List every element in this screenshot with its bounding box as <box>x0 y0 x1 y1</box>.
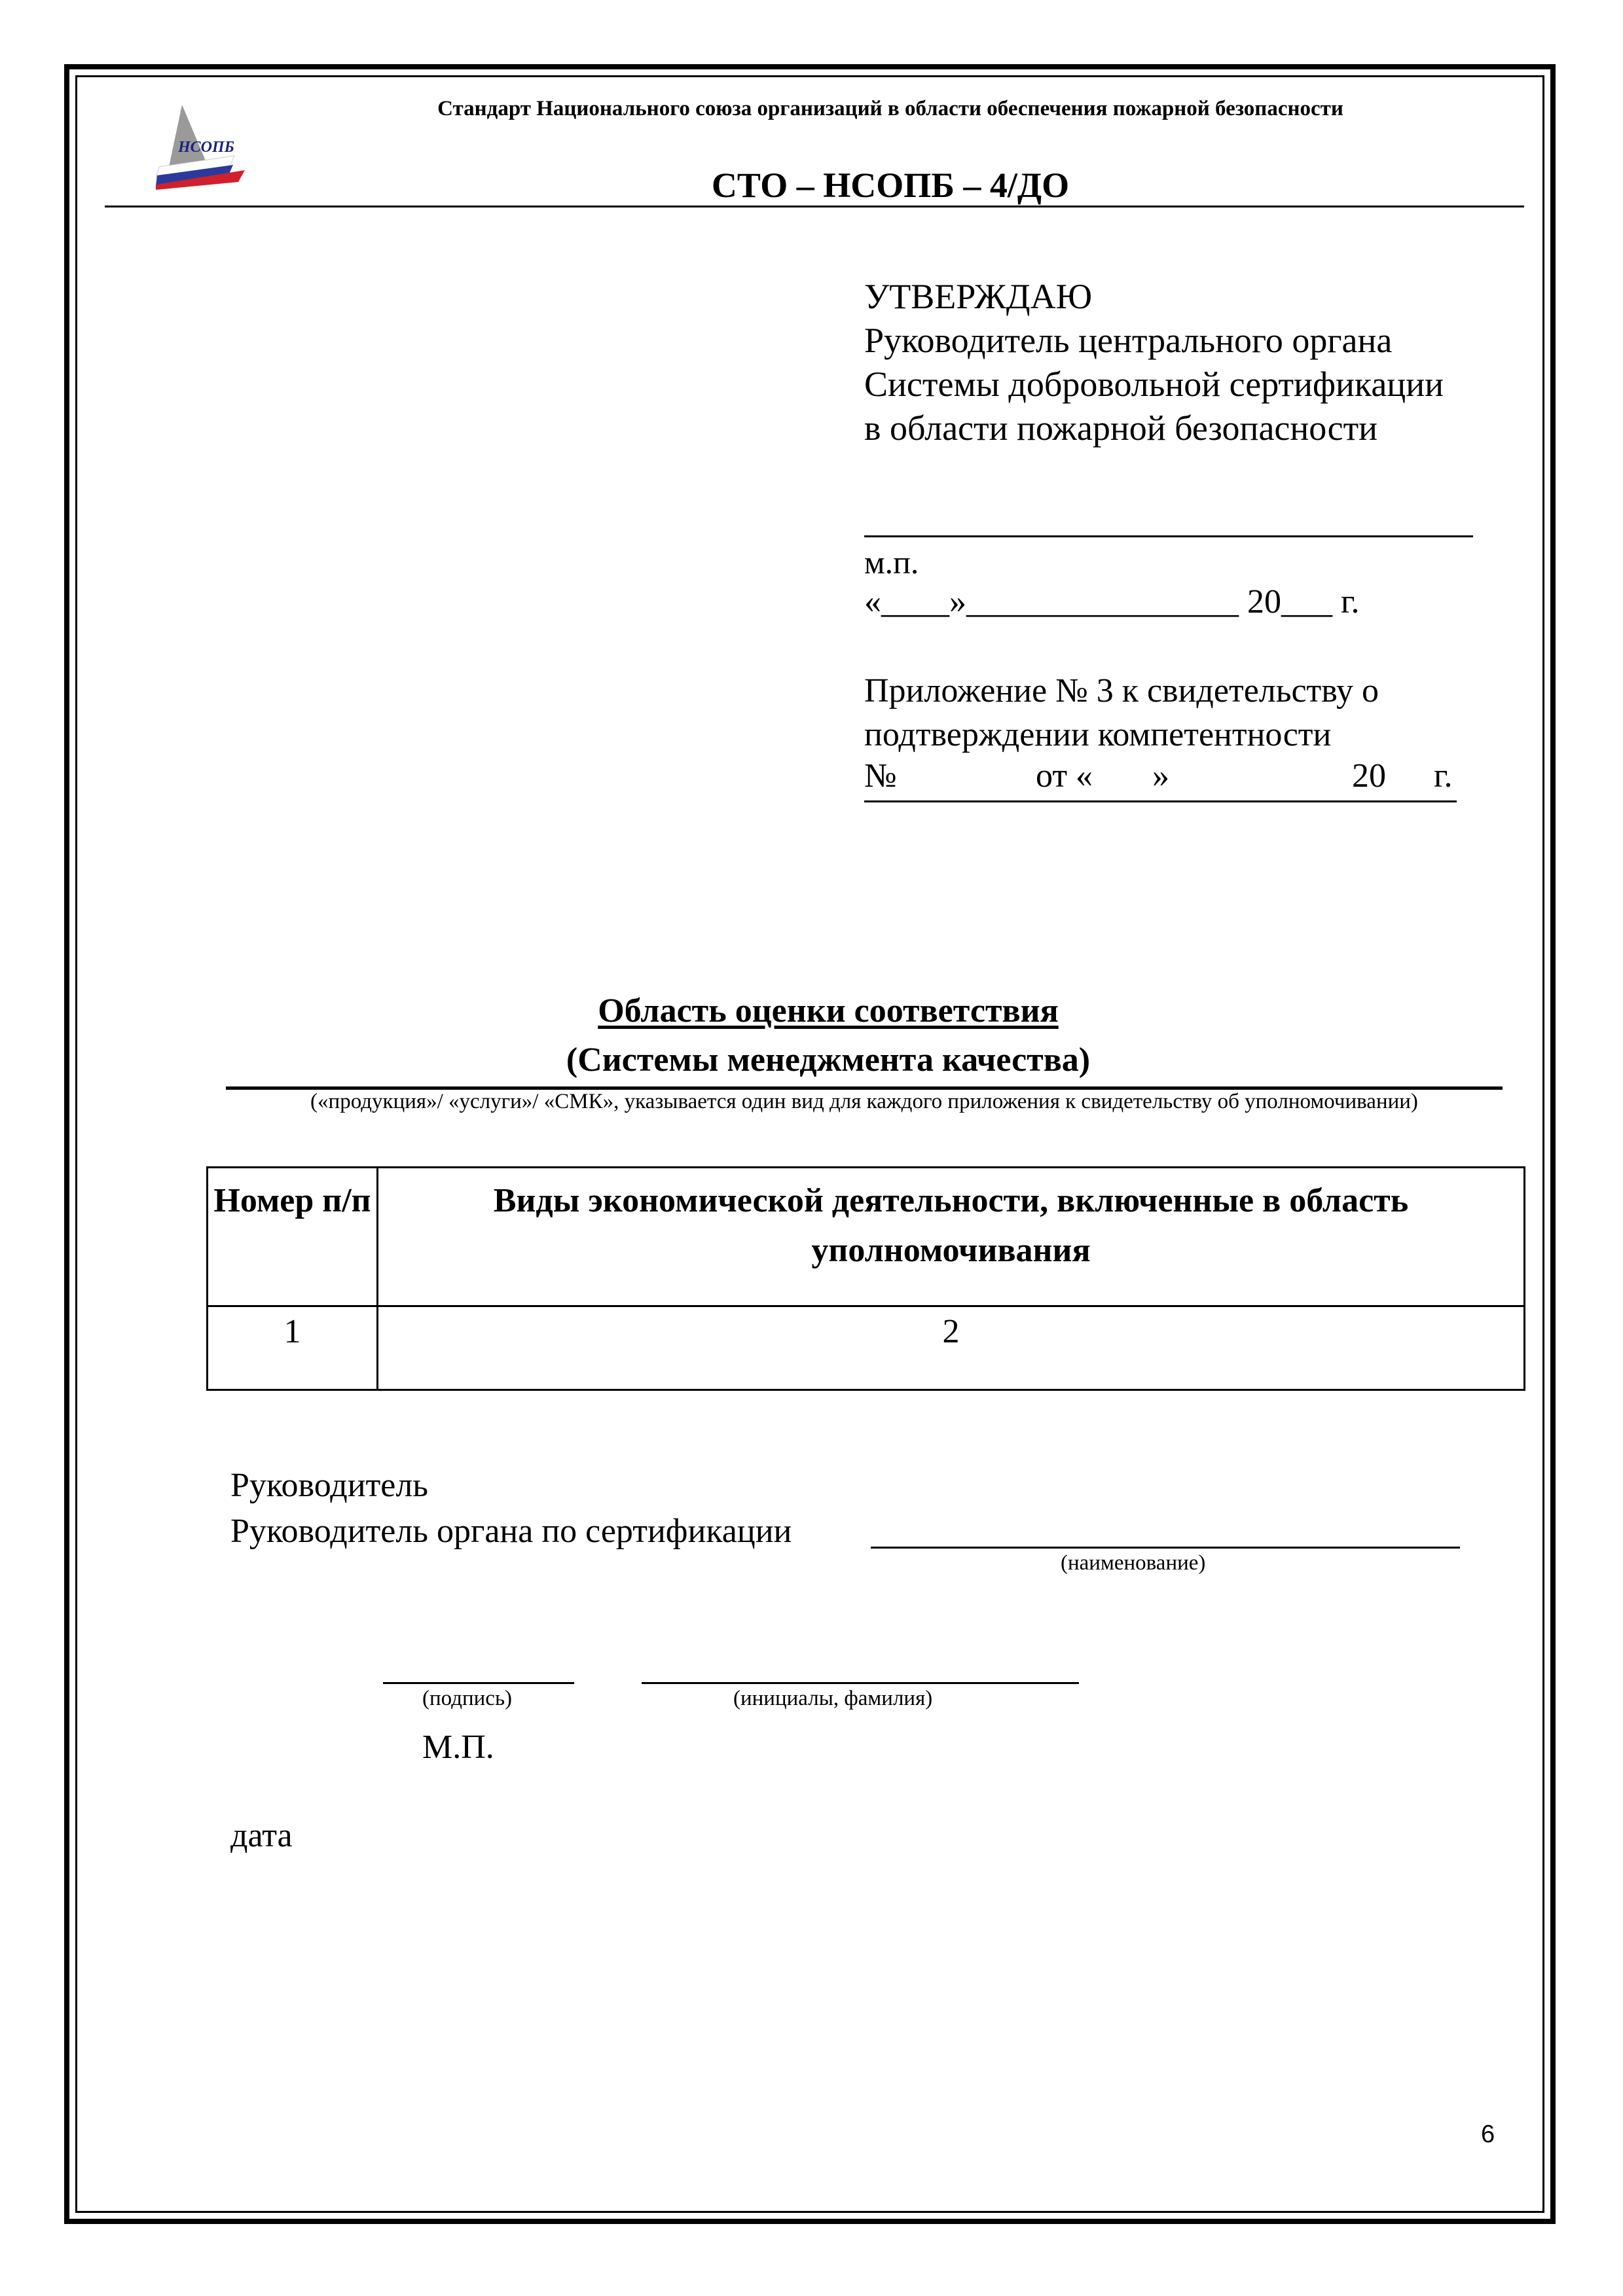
annex-from: от « <box>1036 757 1093 795</box>
standard-title: Стандарт Национального союза организаций в области обеспечения пожарной безопасности <box>437 97 1343 120</box>
page-number: 6 <box>1481 2121 1495 2148</box>
table-cell-number: 1 <box>208 1306 378 1390</box>
annex-line-1: Приложение № 3 к свидетельству о <box>864 672 1379 709</box>
header-rule <box>105 206 1524 207</box>
approval-signature-line <box>864 535 1473 537</box>
signature-line <box>383 1682 574 1684</box>
scope-note: («продукция»/ «услуги»/ «СМК», указывается один вид для каждого приложения к свидетельству об уполномочивании) <box>310 1090 1418 1113</box>
annex-year-suffix: г. <box>1434 757 1453 795</box>
approval-line-3: в области пожарной безопасности <box>864 408 1378 448</box>
document-code: СТО – НСОПБ – 4/ДО <box>711 166 1070 205</box>
approval-heading: УТВЕРЖДАЮ <box>864 277 1093 316</box>
approval-date-line: «____»________________ 20___ г. <box>864 583 1360 620</box>
scope-title-text: Область оценки соответствия <box>598 992 1059 1030</box>
annex-line-2: подтверждении компетентности <box>864 716 1332 753</box>
annex-year: 20 <box>1352 757 1386 795</box>
signature-line-2: Руководитель органа по сертификации <box>230 1513 792 1550</box>
approval-line-1: Руководитель центрального органа <box>864 321 1393 360</box>
full-name-line <box>642 1682 1079 1684</box>
approval-seal-label: м.п. <box>864 544 919 581</box>
table-cell-activities: 2 <box>378 1306 1525 1390</box>
annex-number-row <box>864 757 1457 802</box>
table-header-activities: Виды экономической деятельности, включенные в область уполномочивания <box>378 1168 1525 1306</box>
scope-subtitle: (Системы менеджмента качества) <box>566 1041 1091 1079</box>
scope-title <box>216 992 1440 1030</box>
table-header-number: Номер п/п <box>208 1168 378 1306</box>
nsopb-logo <box>156 105 245 190</box>
org-name-line <box>871 1547 1460 1549</box>
approval-block <box>864 275 1444 450</box>
caption-signature: (подпись) <box>422 1687 512 1710</box>
annex-no-sign: № <box>864 757 897 795</box>
annex-block <box>864 669 1379 757</box>
signature-block <box>230 1463 792 1554</box>
approval-line-2: Системы добровольной сертификации <box>864 365 1444 404</box>
logo-text: НСОПБ <box>178 139 234 156</box>
signature-line-1: Руководитель <box>230 1467 428 1504</box>
date-label: дата <box>230 1817 293 1854</box>
table-header-row <box>208 1168 1525 1306</box>
annex-close-quote: » <box>1152 757 1169 795</box>
scope-table <box>206 1166 1525 1391</box>
table-row <box>208 1306 1525 1390</box>
seal-label: М.П. <box>422 1729 494 1766</box>
caption-org-name: (наименование) <box>1061 1551 1206 1575</box>
caption-full-name: (инициалы, фамилия) <box>733 1687 933 1710</box>
